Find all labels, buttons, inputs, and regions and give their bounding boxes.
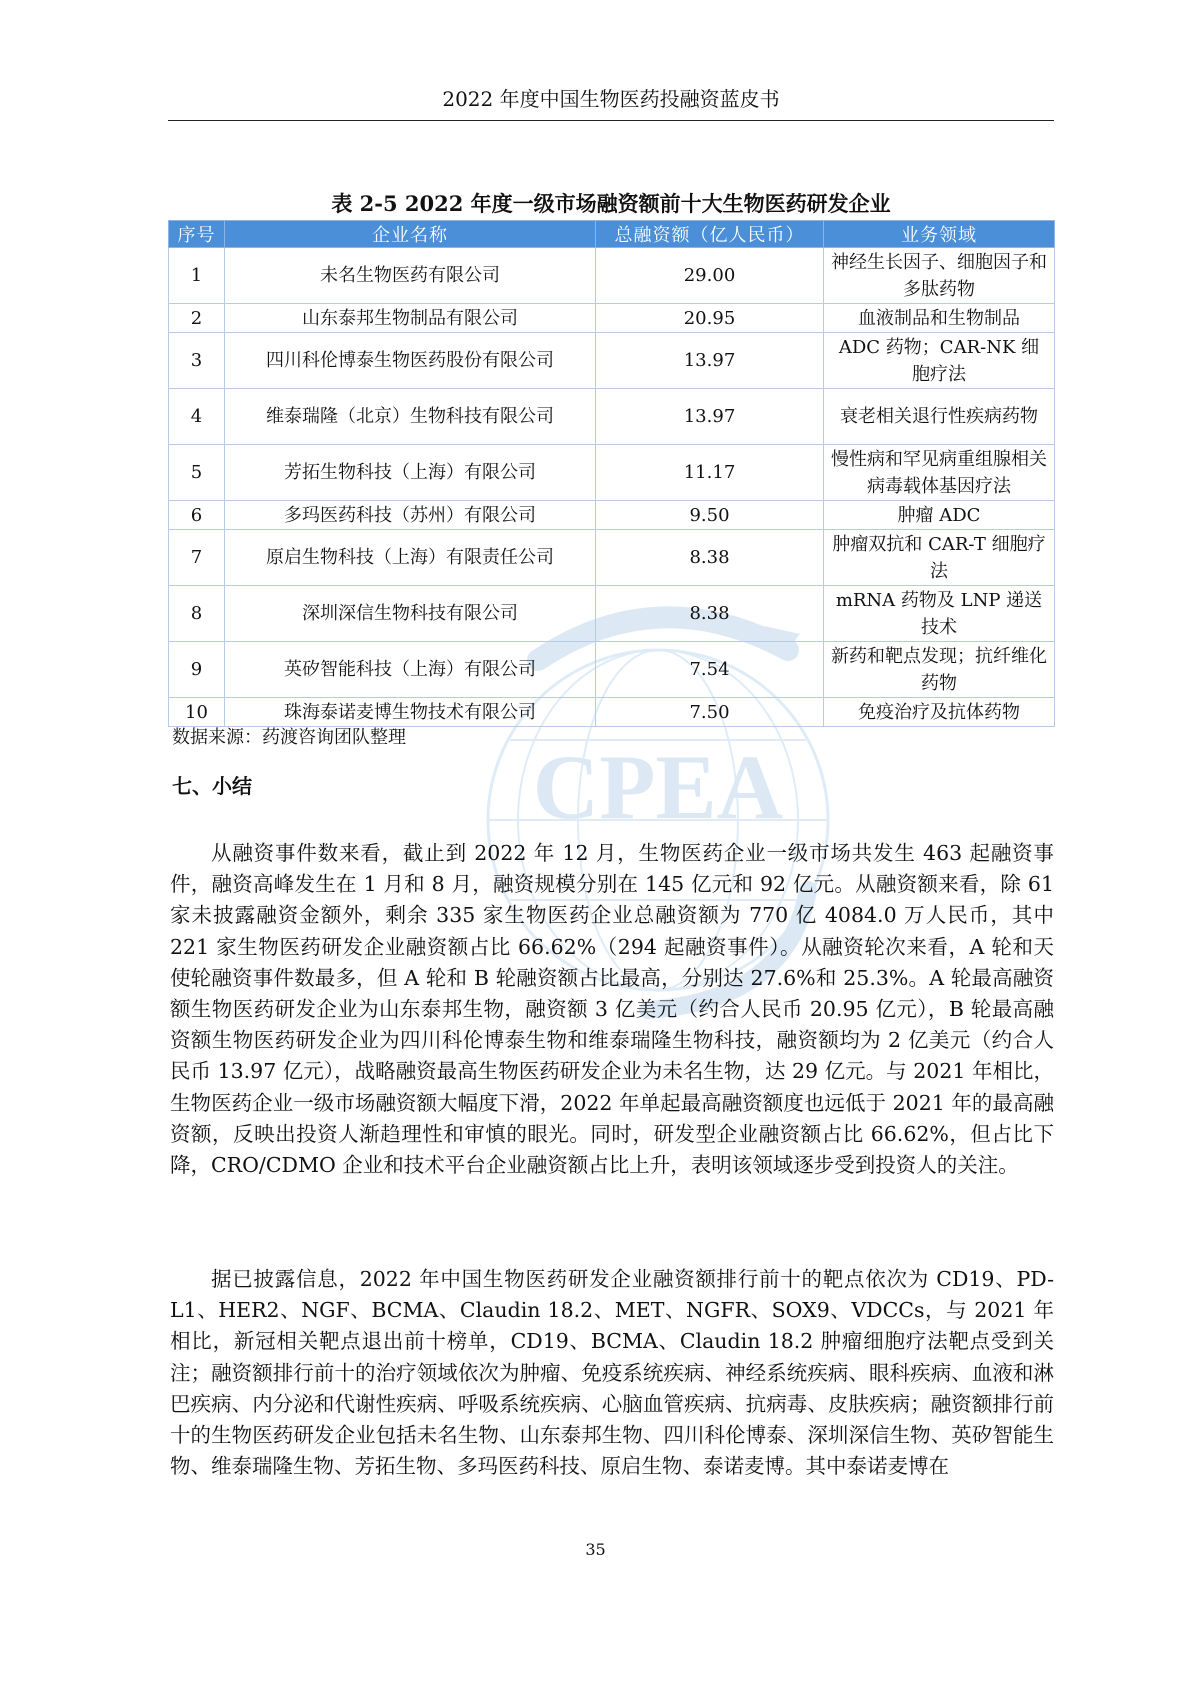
cell-amount: 20.95 <box>596 304 824 333</box>
summary-paragraph-2: 据已披露信息，2022 年中国生物医药研发企业融资额排行前十的靶点依次为 CD19、PD-L1、HER2、NGF、BCMA、Claudin 18.2、MET、NGFR、SOX9、VDCCs，与 2021 年相比，新冠相关靶点退出前十榜单，CD19、BCMA、Claudin 18.2 肿瘤细胞疗法靶点受到关注；融资额排行前十的治疗领域依次为肿瘤、免疫系统疾病、神经系统疾病、眼科疾病、血液和淋巴疾病、内分泌和代谢性疾病、呼吸系统疾病、心脑血管疾病、抗病毒、皮肤疾病；融资额排行前十的生物医药研发企业包括未名生物、山东泰邦生物、四川科伦博泰、深圳深信生物、英矽智能生物、维泰瑞隆生物、芳拓生物、多玛医药科技、原启生物、泰诺麦博。其中泰诺麦博在 <box>170 1267 1054 1479</box>
table-title: 表 2-5 2022 年度一级市场融资额前十大生物医药研发企业 <box>331 191 891 216</box>
col-header-company: 企业名称 <box>225 221 596 248</box>
cell-company: 多玛医药科技（苏州）有限公司 <box>225 501 596 530</box>
cell-company: 维泰瑞隆（北京）生物科技有限公司 <box>225 389 596 445</box>
cell-domain: 慢性病和罕见病重组腺相关病毒载体基因疗法 <box>824 445 1055 501</box>
summary-paragraph-1: 从融资事件数来看，截止到 2022 年 12 月，生物医药企业一级市场共发生 463 起融资事件，融资高峰发生在 1 月和 8 月，融资规模分别在 145 亿元和 92 亿元。从融资额来看，除 61 家未披露融资金额外，剩余 335 家生物医药企业总融资额为 770 亿 4084.0 万人民币，其中 221 家生物医药研发企业融资额占比 66.62%（294 起融资事件）。从融资轮次来看，A 轮和天使轮融资事件数最多，但 A 轮和 B 轮融资额占比最高，分别达 27.6%和 25.3%。A 轮最高融资额生物医药研发企业为山东泰邦生物，融资额 3 亿美元（约合人民币 20.95 亿元），B 轮最高融资额生物医药研发企业为四川科伦博泰生物和维泰瑞隆生物科技，融资额均为 2 亿美元（约合人民币 13.97 亿元），战略融资最高生物医药研发企业为未名生物，达 29 亿元。与 2021 年相比，生物医药企业一级市场融资额大幅度下滑，2022 年单起最高融资额度也远低于 2021 年的最高融资额，反映出投资人渐趋理性和审慎的眼光。同时，研发型企业融资额占比 66.62%，但占比下降，CRO/CDMO 企业和技术平台企业融资额占比上升，表明该领域逐步受到投资人的关注。 <box>170 841 1054 1178</box>
cell-amount: 7.50 <box>596 698 824 727</box>
cell-rank: 10 <box>169 698 225 727</box>
cell-domain: mRNA 药物及 LNP 递送技术 <box>824 586 1055 642</box>
cell-rank: 6 <box>169 501 225 530</box>
cell-company: 山东泰邦生物制品有限公司 <box>225 304 596 333</box>
cell-domain: 肿瘤双抗和 CAR-T 细胞疗法 <box>824 530 1055 586</box>
col-header-rank: 序号 <box>169 221 225 248</box>
cell-company: 珠海泰诺麦博生物技术有限公司 <box>225 698 596 727</box>
cell-domain: 血液制品和生物制品 <box>824 304 1055 333</box>
cell-amount: 13.97 <box>596 389 824 445</box>
table-row <box>169 586 1055 642</box>
cell-amount: 11.17 <box>596 445 824 501</box>
table-row <box>169 698 1055 727</box>
cell-amount: 8.38 <box>596 530 824 586</box>
page-number: 35 <box>585 1540 606 1559</box>
cell-amount: 29.00 <box>596 248 824 304</box>
section-heading: 七、小结 <box>172 774 252 798</box>
ranking-table <box>168 220 1055 727</box>
cell-company: 未名生物医药有限公司 <box>225 248 596 304</box>
cell-domain: 衰老相关退行性疾病药物 <box>824 389 1055 445</box>
table-row <box>169 248 1055 304</box>
cell-domain: 免疫治疗及抗体药物 <box>824 698 1055 727</box>
watermark-text: CPEA <box>532 736 784 838</box>
cell-rank: 2 <box>169 304 225 333</box>
cell-company: 深圳深信生物科技有限公司 <box>225 586 596 642</box>
running-header: 2022 年度中国生物医药投融资蓝皮书 <box>168 84 1054 121</box>
table-row <box>169 530 1055 586</box>
col-header-domain: 业务领域 <box>824 221 1055 248</box>
table-source-note: 数据来源：药渡咨询团队整理 <box>172 727 406 748</box>
cell-rank: 5 <box>169 445 225 501</box>
table-header-row <box>169 221 1055 248</box>
cell-amount: 9.50 <box>596 501 824 530</box>
cell-company: 芳拓生物科技（上海）有限公司 <box>225 445 596 501</box>
table-row <box>169 445 1055 501</box>
col-header-amount: 总融资额（亿人民币） <box>596 221 824 248</box>
cell-company: 英矽智能科技（上海）有限公司 <box>225 642 596 698</box>
cell-rank: 7 <box>169 530 225 586</box>
cell-rank: 3 <box>169 333 225 389</box>
cell-domain: 新药和靶点发现；抗纤维化药物 <box>824 642 1055 698</box>
table-row <box>169 501 1055 530</box>
table-row <box>169 389 1055 445</box>
cell-amount: 8.38 <box>596 586 824 642</box>
cell-domain: 肿瘤 ADC <box>824 501 1055 530</box>
cell-rank: 8 <box>169 586 225 642</box>
table-row <box>169 333 1055 389</box>
cell-rank: 1 <box>169 248 225 304</box>
cell-amount: 13.97 <box>596 333 824 389</box>
cell-amount: 7.54 <box>596 642 824 698</box>
cell-domain: ADC 药物；CAR-NK 细胞疗法 <box>824 333 1055 389</box>
cell-rank: 9 <box>169 642 225 698</box>
table-row <box>169 304 1055 333</box>
cell-company: 原启生物科技（上海）有限责任公司 <box>225 530 596 586</box>
table-row <box>169 642 1055 698</box>
cell-domain: 神经生长因子、细胞因子和多肽药物 <box>824 248 1055 304</box>
cell-rank: 4 <box>169 389 225 445</box>
cell-company: 四川科伦博泰生物医药股份有限公司 <box>225 333 596 389</box>
